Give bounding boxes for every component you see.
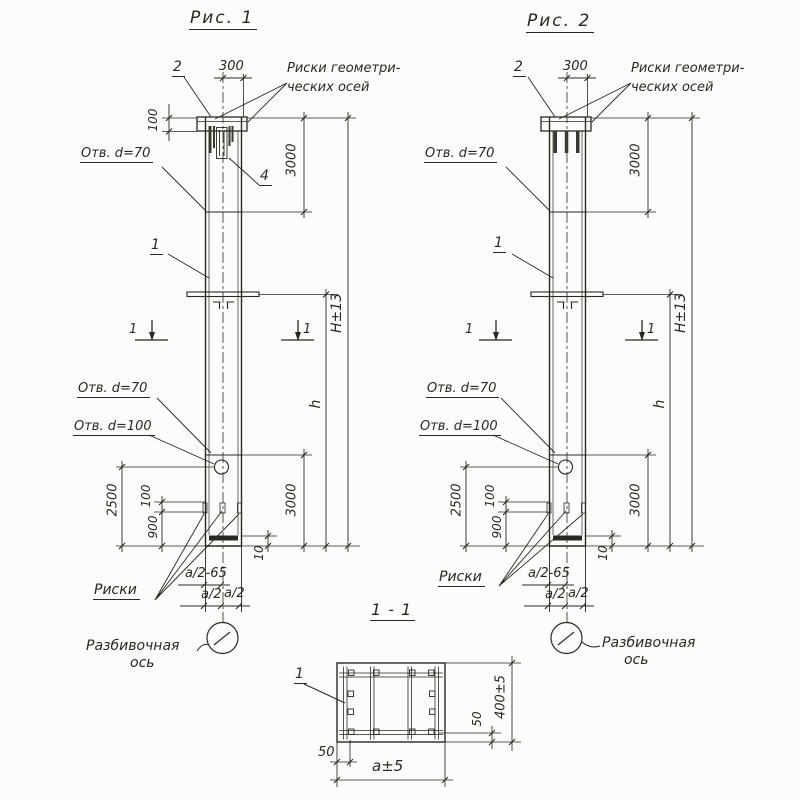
fig2-hole-d100: Отв. d=100 — [419, 420, 501, 436]
fig1-dim-300: 300 — [219, 59, 244, 74]
fig2-layout-axis-label-2: ось — [624, 652, 649, 668]
fig1-dim-a2-65: a/2-65 — [185, 566, 227, 581]
section-title: 1 - 1 — [370, 602, 415, 621]
section-1-1-view — [304, 656, 521, 787]
fig2-callout-2: 2 — [513, 60, 526, 77]
fig2-title: Рис. 2 — [526, 13, 594, 33]
fig1-dim-a2-right: a/2 — [224, 586, 245, 601]
fig1-callout-1: 1 — [150, 238, 163, 255]
fig2-axis-marks-label-1: Риски геометри- — [631, 61, 745, 76]
section-dim-a: a±5 — [372, 757, 404, 775]
fig1-marks-label: Риски — [93, 583, 140, 600]
fig2-hole-d70-upper: Отв. d=70 — [424, 147, 497, 163]
fig1-dim-100-cap: 100 — [146, 108, 160, 132]
section-dim-400: 400±5 — [493, 675, 509, 719]
fig2-dim-3000-top: 3000 — [628, 143, 644, 177]
fig1-dim-H: H±13 — [329, 292, 345, 334]
fig1-hole-d100: Отв. d=100 — [73, 420, 155, 436]
fig1-dim-10: 10 — [252, 545, 266, 561]
fig2-dim-2500: 2500 — [449, 483, 465, 517]
fig1-callout-4: 4 — [259, 169, 272, 186]
fig2-dim-a2-left: a/2 — [545, 587, 566, 602]
fig1-cut-label-right: 1 — [303, 322, 312, 337]
fig2-dim-a2-65: a/2-65 — [528, 566, 570, 581]
fig2-axis-marks-label-2: ческих осей — [631, 80, 714, 95]
fig2-dim-900: 900 — [490, 515, 504, 539]
fig1-axis-marks-label-2: ческих осей — [287, 80, 370, 95]
section-callout-1: 1 — [294, 667, 307, 684]
fig2-dim-3000-bottom: 3000 — [628, 483, 644, 517]
fig1-axis-marks-label-1: Риски геометри- — [287, 61, 401, 76]
fig1-callout-2: 2 — [172, 60, 185, 77]
fig1-dim-2500: 2500 — [105, 483, 121, 517]
fig2-layout-axis-label-1: Разбивочная — [602, 635, 696, 651]
fig2-cut-label-right: 1 — [647, 322, 656, 337]
section-dim-50-bottom: 50 — [318, 745, 335, 760]
fig1-dim-100-base: 100 — [139, 484, 153, 508]
fig2-dim-a2-right: a/2 — [568, 586, 589, 601]
fig2-dim-H: H±13 — [673, 292, 689, 334]
fig2-dim-h: h — [652, 399, 668, 409]
fig2-cut-label-left: 1 — [465, 322, 474, 337]
fig1-dim-3000-bottom: 3000 — [284, 483, 300, 517]
fig1-dim-3000-top: 3000 — [284, 143, 300, 177]
fig2-dim-300: 300 — [563, 59, 588, 74]
fig1-cut-label-left: 1 — [129, 322, 138, 337]
fig2-dim-10: 10 — [596, 545, 610, 561]
fig1-layout-axis-label-1: Разбивочная — [86, 638, 180, 654]
fig1-dim-h: h — [308, 399, 324, 409]
fig2-dim-100-base: 100 — [483, 484, 497, 508]
fig1-hole-d70-lower: Отв. d=70 — [77, 382, 150, 398]
fig1-title: Рис. 1 — [189, 10, 257, 30]
fig1-dim-a2-left: a/2 — [201, 587, 222, 602]
fig2-hole-d70-lower: Отв. d=70 — [426, 382, 499, 398]
fig2-callout-1: 1 — [493, 236, 506, 253]
fig1-layout-axis-label-2: ось — [130, 655, 155, 671]
fig1-hole-d70-upper: Отв. d=70 — [80, 147, 153, 163]
fig1-dim-900: 900 — [146, 515, 160, 539]
fig2-marks-label: Риски — [438, 570, 485, 587]
section-dim-50-side: 50 — [470, 711, 484, 727]
